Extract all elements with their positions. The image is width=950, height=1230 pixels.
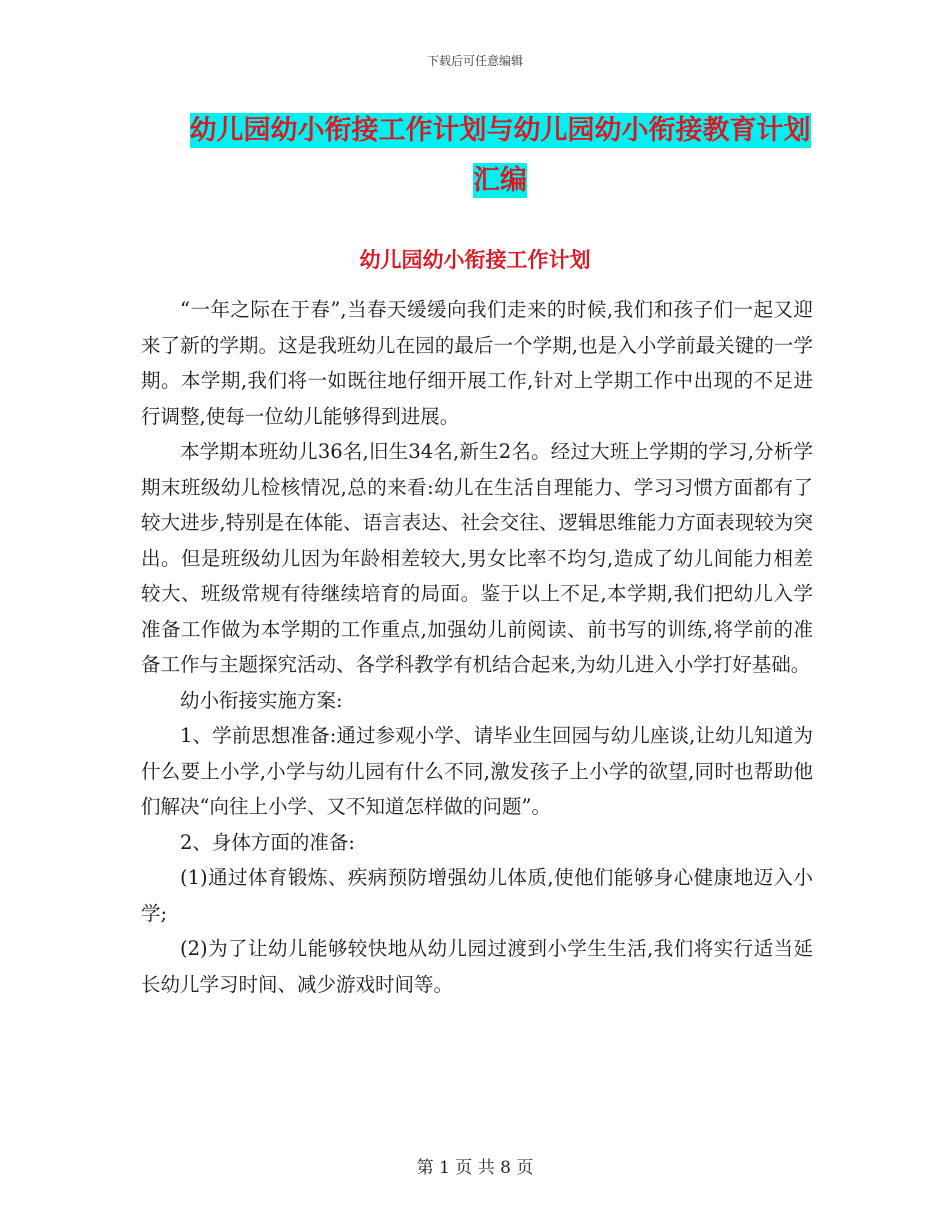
paragraph: 幼小衔接实施方案: [180, 688, 343, 712]
section-title: 幼儿园幼小衔接工作计划 [359, 248, 591, 272]
page-number-footer: 第 1 页 共 8 页 [416, 1158, 534, 1178]
paragraph: 2、身体方面的准备: [180, 830, 355, 854]
title-line-1: 幼儿园幼小衔接工作计划与幼儿园幼小衔接教育计划 [189, 115, 811, 146]
document-title [140, 106, 860, 206]
paragraph: 1、学前思想准备:通过参观小学、请毕业生回园与幼儿座谈,让幼儿知道为什么要上小学,小学与幼儿园有什么不同,激发孩子上小学的欲望,同时也帮助他们解决“向往上小学、又不知道怎样做的问题”。 [141, 724, 813, 818]
paragraph: (2)为了让幼儿能够较快地从幼儿园过渡到小学生生活,我们将实行适当延长幼儿学习时间、减少游戏时间等。 [141, 937, 813, 996]
title-line-2: 汇编 [473, 165, 527, 196]
paragraph: 本学期本班幼儿36名,旧生34名,新生2名。经过大班上学期的学习,分析学期末班级幼儿检核情况,总的来看:幼儿在生活自理能力、学习习惯方面都有了较大进步,特别是在体能、语言表达、社会交往、逻辑思维能力方面表现较为突出。但是班级幼儿因为年龄相差较大,男女比率不均匀,造成了幼儿间能力相差较大、班级常规有待继续培育的局面。鉴于以上不足,本学期,我们把幼儿入学准备工作做为本学期的工作重点,加强幼儿前阅读、前书写的训练,将学前的准备工作与主题探究活动、各学科教学有机结合起来,为幼儿进入小学打好基础。 [141, 440, 813, 676]
document-body [141, 292, 813, 1002]
header-note: 下载后可任意编辑 [426, 54, 523, 68]
paragraph: (1)通过体育锻炼、疾病预防增强幼儿体质,使他们能够身心健康地迈入小学; [141, 866, 813, 925]
paragraph: “一年之际在于春”,当春天缓缓向我们走来的时候,我们和孩子们一起又迎来了新的学期。这是我班幼儿在园的最后一个学期,也是入小学前最关键的一学期。本学期,我们将一如既往地仔细开展工作,针对上学期工作中出现的不足进行调整,使每一位幼儿能够得到进展。 [141, 298, 813, 428]
